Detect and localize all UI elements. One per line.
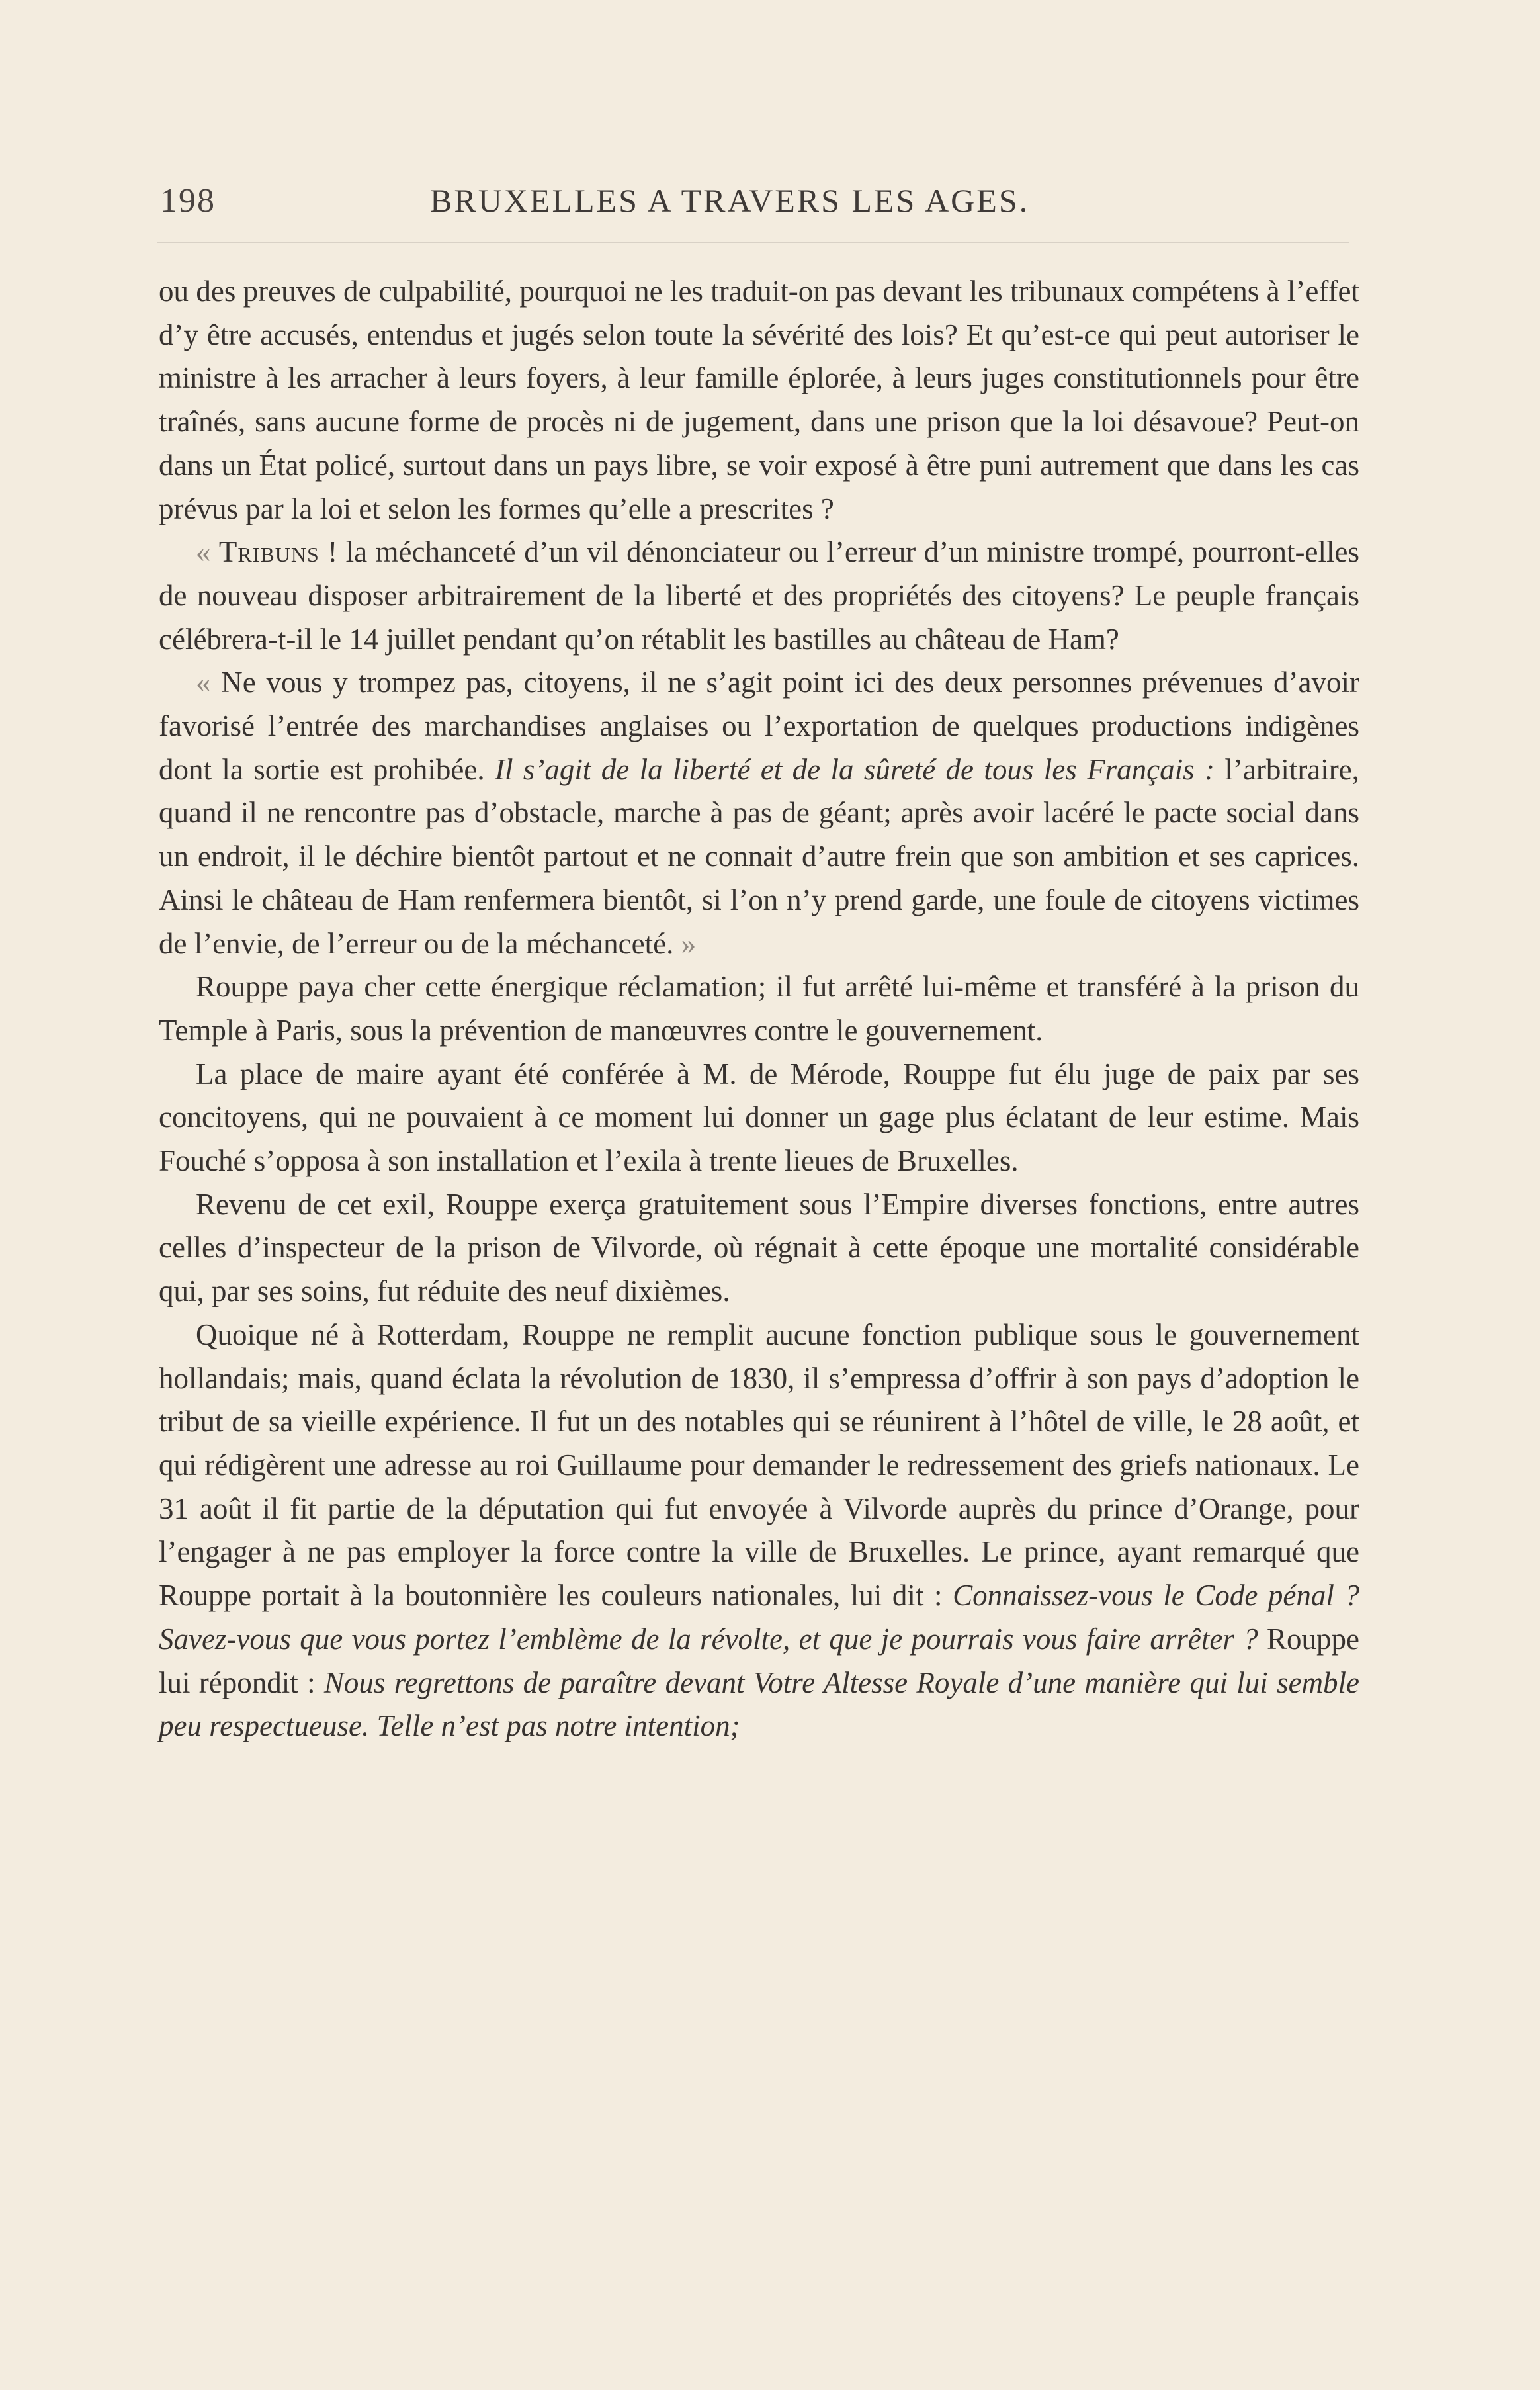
paragraph-3 [159, 661, 1359, 965]
paragraph-5-text: La place de maire ayant été conférée à M. de Mérode, Rouppe fut élu juge de paix par ses concitoyens, qui ne pouvaient à ce moment lui donner un gage plus éclatant de leur estime. Mais Fouché s’opposa à son installation et l’exila à trente lieues de Bruxelles. [159, 1057, 1359, 1178]
page-number: 198 [160, 182, 216, 220]
paragraph-2 [159, 531, 1359, 661]
paragraph-1 [159, 270, 1359, 531]
tribuns-word: Tribuns [218, 535, 320, 569]
paragraph-4-text: Rouppe paya cher cette énergique réclamation; il fut arrêté lui-même et transféré à la prison du Temple à Paris, sous la prévention de manœuvres contre le gouvernement. [159, 970, 1359, 1047]
paragraph-7 [159, 1313, 1359, 1748]
header-rule [157, 242, 1349, 243]
paragraph-4 [159, 965, 1359, 1052]
paragraph-1-text: ou des preuves de culpabilité, pourquoi ne les traduit-on pas devant les tribunaux compétens à l’effet d’y être accusés, entendus et jugés selon toute la sévérité des lois? Et qu’est-ce qui peut autoriser le ministre à les arracher à leurs foyers, à leur famille éplorée, à leurs juges constitutionnels pour être traînés, sans aucune forme de procès ni de jugement, dans une prison que la loi désavoue? Peut-on dans un État policé, surtout dans un pays libre, se voir exposé à être puni autrement que dans les cas prévus par la loi et selon les formes qu’elle a prescrites ? [159, 275, 1359, 525]
paragraph-6-text: Revenu de cet exil, Rouppe exerça gratuitement sous l’Empire diverses fonctions, entre autres celles d’inspecteur de la prison de Vilvorde, où régnait à cette époque une mortalité considérable qui, par ses soins, fut réduite des neuf dixièmes. [159, 1187, 1359, 1308]
paragraph-6 [159, 1183, 1359, 1313]
paragraph-7-italic-b: Nous regrettons de paraître devant Votre Altesse Royale d’une manière qui lui semble peu respectueuse. Telle n’est pas notre intention; [159, 1665, 1360, 1743]
paragraph-7-text-b: Rouppe lui répondit : [159, 1622, 1360, 1699]
paragraph-7-italic-a: Connaissez-vous le Code pénal ? Savez-vous que vous portez l’emblème de la révolte, et que je pourrais vous faire arrêter ? [159, 1579, 1359, 1656]
paragraph-3-italic: Il s’agit de la liberté et de la sûreté de tous les Français : [495, 752, 1215, 786]
quote-mark: « [196, 666, 211, 699]
paragraph-3-text-a: Ne vous y trompez pas, citoyens, il ne s’agit point ici des deux personnes prévenues d’avoir favorisé l’entrée des marchandises anglaises ou l’exportation de quelques productions indigènes dont la sortie est prohibée. [159, 666, 1359, 786]
paragraph-2-text: ! la méchanceté d’un vil dénonciateur ou l’erreur d’un ministre trompé, pourront-elles de nouveau disposer arbitrairement de la liberté et des propriétés des citoyens? Le peuple français célébrera-t-il le 14 juillet pendant qu’on rétablit les bastilles au château de Ham? [159, 535, 1359, 656]
quote-mark: « [196, 535, 211, 569]
paragraph-5 [159, 1053, 1359, 1183]
running-title: BRUXELLES A TRAVERS LES AGES. [430, 182, 1030, 219]
page-header [157, 173, 1349, 226]
paragraph-7-text-a: Quoique né à Rotterdam, Rouppe ne remplit aucune fonction publique sous le gouvernement hollandais; mais, quand éclata la révolution de 1830, il s’empressa d’offrir à son pays d’adoption le tribut de sa vieille expérience. Il fut un des notables qui se réunirent à l’hôtel de ville, le 28 août, et qui rédigèrent une adresse au roi Guillaume pour demander le redressement des griefs nationaux. Le 31 août il fit partie de la députation qui fut envoyée à Vilvorde auprès du prince d’Orange, pour l’engager à ne pas employer la force contre la ville de Bruxelles. Le prince, ayant remarqué que Rouppe portait à la boutonnière les couleurs nationales, lui dit : [159, 1317, 1359, 1613]
quote-mark-close: » [681, 926, 697, 960]
paragraph-3-text-b: l’arbitraire, quand il ne rencontre pas d’obstacle, marche à pas de géant; après avoir lacéré le pacte social dans un endroit, il le déchire bientôt partout et ne connait d’autre frein que son ambition et ses caprices. Ainsi le château de Ham renfermera bientôt, si l’on n’y prend garde, une foule de citoyens victimes de l’envie, de l’erreur ou de la méchanceté. [159, 752, 1359, 960]
body-text [159, 270, 1359, 1748]
